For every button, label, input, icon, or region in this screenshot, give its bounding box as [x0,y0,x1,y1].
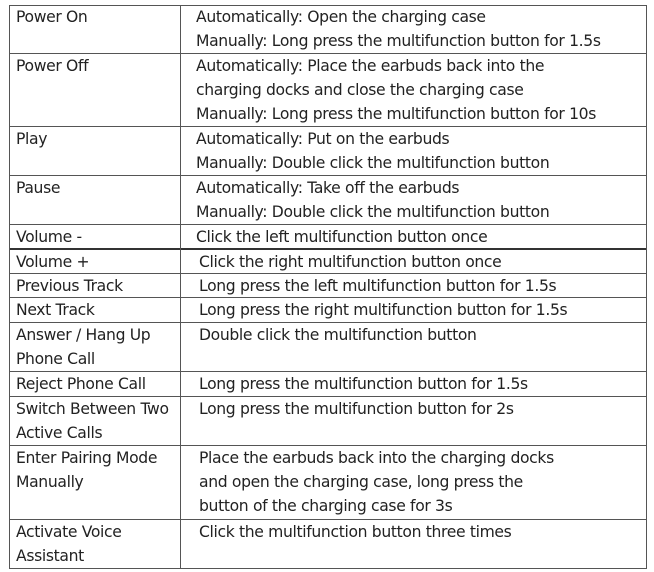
row-divider [9,297,647,298]
operation-cell [180,298,647,323]
table-row [9,54,647,127]
function-cell [9,397,180,446]
function-cell [9,274,180,298]
operation-text: Manually: Long press the multifunction button for 1.5s [196,32,601,50]
operation-cell [180,520,647,569]
function-text: Phone Call [16,350,95,368]
function-cell [9,176,180,225]
table-row [9,520,647,569]
function-cell [9,250,180,274]
operation-text: Long press the multifunction button for 1.5s [199,375,528,393]
row-divider [9,519,647,520]
function-cell [9,372,180,397]
function-text: Switch Between Two [16,400,169,418]
function-text: Volume - [16,228,82,246]
row-divider [9,396,647,397]
operation-cell [180,274,647,298]
table-row [9,446,647,520]
table-border-bottom [9,568,647,569]
table-row [9,298,647,323]
function-cell [9,54,180,127]
function-text: Pause [16,179,61,197]
function-text: Play [16,130,48,148]
operation-text: Automatically: Take off the earbuds [196,179,460,197]
operation-cell [180,54,647,127]
function-cell [9,298,180,323]
table-row [9,250,647,274]
function-cell [9,446,180,520]
row-divider [9,53,647,54]
table-row [9,397,647,446]
function-cell [9,5,180,54]
operation-text: Long press the left multifunction button for 1.5s [199,277,557,295]
operation-cell [180,446,647,520]
operation-cell [180,323,647,372]
table-row [9,372,647,397]
operation-text: Click the left multifunction button once [196,228,488,246]
function-cell [9,225,180,249]
table-row [9,5,647,54]
operation-text: Automatically: Place the earbuds back into the [196,57,545,75]
row-divider [9,126,647,127]
table-border-right [646,5,647,569]
table-row [9,225,647,249]
operation-text: Place the earbuds back into the charging docks [199,449,554,467]
table-border-top [9,5,647,6]
operation-cell [180,127,647,176]
function-text: Volume + [16,253,90,271]
operation-cell [180,372,647,397]
function-text: Power On [16,8,88,26]
operation-text: Double click the multifunction button [199,326,477,344]
operation-text: Automatically: Open the charging case [196,8,486,26]
operation-text: Automatically: Put on the earbuds [196,130,450,148]
table-row [9,127,647,176]
controls-table [9,5,647,569]
table-row [9,176,647,225]
operation-text: Long press the multifunction button for 2s [199,400,514,418]
row-divider [9,175,647,176]
row-divider [9,445,647,446]
operation-text: Click the multifunction button three times [199,523,512,541]
row-divider [9,273,647,274]
row-divider [9,322,647,323]
function-cell [9,127,180,176]
function-text: Previous Track [16,277,123,295]
operation-text: Manually: Long press the multifunction button for 10s [196,105,597,123]
operation-text: Manually: Double click the multifunction button [196,203,550,221]
operation-cell [180,5,647,54]
function-cell [9,323,180,372]
operation-text: button of the charging case for 3s [199,497,453,515]
operation-cell [180,176,647,225]
row-divider [9,224,647,225]
operation-cell [180,397,647,446]
function-text: Assistant [16,547,84,565]
table-row [9,323,647,372]
function-text: Manually [16,473,84,491]
operation-cell [180,225,647,249]
operation-text: Manually: Double click the multifunction button [196,154,550,172]
operation-cell [180,250,647,274]
function-text: Power Off [16,57,89,75]
operation-text: Long press the right multifunction button for 1.5s [199,301,568,319]
row-divider [9,371,647,372]
column-divider [180,5,181,569]
function-text: Activate Voice [16,523,122,541]
function-cell [9,520,180,569]
operation-text: charging docks and close the charging case [196,81,524,99]
function-text: Active Calls [16,424,103,442]
function-text: Enter Pairing Mode [16,449,158,467]
table-border-left [9,5,10,569]
function-text: Next Track [16,301,95,319]
row-divider-thick [9,248,647,250]
function-text: Answer / Hang Up [16,326,151,344]
function-text: Reject Phone Call [16,375,146,393]
operation-text: Click the right multifunction button once [199,253,502,271]
operation-text: and open the charging case, long press the [199,473,523,491]
table-row [9,274,647,298]
